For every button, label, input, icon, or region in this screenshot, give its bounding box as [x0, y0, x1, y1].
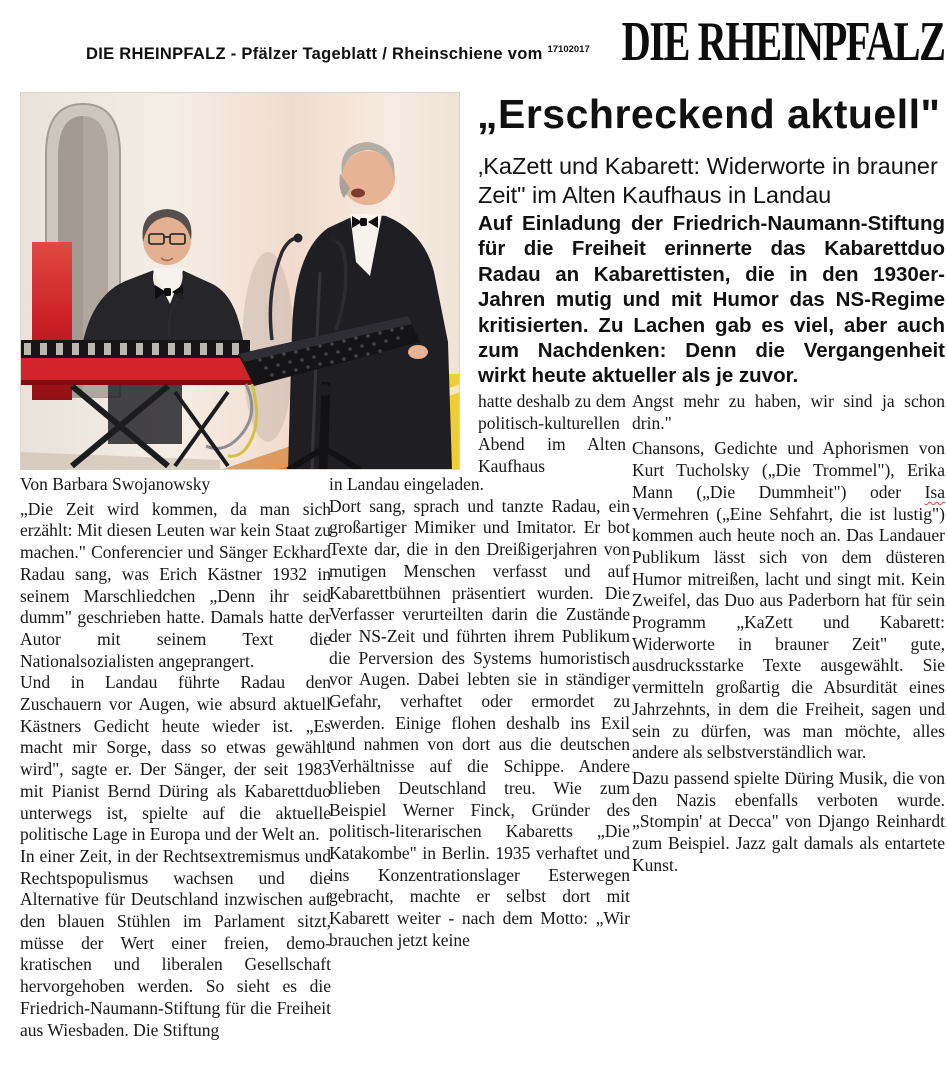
article-lead: Auf Einladung der Friedrich-Naumann-Stiftung für die Freiheit erinnerte das Kabarettduo Radau an Kabarettisten, die in den 1930er-Jahren mutig und mit Humor das NS-Regime kritisierten. Zu Lachen gab es viel, aber auch zum Nachdenken: Denn die Vergangenheit wirkt heute aktueller als je zuvor.	[478, 212, 945, 388]
right-column-para-1: Angst mehr zu haben, wir sind ja schon drin."	[632, 391, 945, 433]
source-line	[86, 44, 646, 64]
wrap-column	[478, 391, 626, 478]
middle-column	[329, 474, 630, 951]
article-subhead: ‚KaZett und Kabarett: Widerworte in brauner Zeit" im Alten Kaufhaus in Landau	[478, 153, 938, 208]
left-column-para-1: „Die Zeit wird kommen, da man sich erzählt: Mit diesen Leuten war kein Staat zu machen." Conferencier und Sänger Eckhard Radau sang, was Erich Kästner 1932 in seinem Marschliedchen „Denn ihr seid dumm" geschrieben hatte. Damals hatte der Autor mit seinem Text die Nationalsozialisten angeprangert.	[20, 498, 331, 671]
middle-column-continuation: in Landau eingeladen.	[329, 474, 485, 494]
right-column-para-2	[632, 438, 945, 764]
keyboard	[20, 340, 254, 385]
source-date: 17102017	[547, 44, 590, 55]
article-photo	[20, 92, 460, 470]
right-para2-after: Vermehren („Eine Sehfahrt, die ist lustig") kommen auch heute noch an. Das Landauer Publikum lässt sich von dem düsteren Humor mitreißen, lacht und singt mit. Kein Zweifel, das Duo aus Paderborn hat für sein Programm „KaZett und Kabarett: Widerworte in brauner Zeit" gute, ausdrucksstarke Texte ausgewählt. Sie vermitteln großartig die Absurdität eines Jahrzehnts, in dem die Freiheit, sagen und sein zu dürfen, was man möchte, alles andere als selbstverständlich war.	[632, 503, 945, 763]
right-para2-before: Chansons, Gedichte und Aphorismen von Kurt Tucholsky („Die Trommel"), Erika Mann („Die Dummheit") oder	[632, 438, 945, 502]
mic-capsule-right	[329, 235, 338, 244]
source-line-text: DIE RHEINPFALZ - Pfälzer Tageblatt / Rheinschiene vom	[86, 45, 543, 63]
keyboard-mic-capsule	[177, 293, 183, 299]
stage-photo-illustration	[20, 92, 460, 470]
article-headline: „Erschreckend aktuell"	[477, 91, 941, 137]
byline: Von Barbara Swojanowsky	[20, 474, 211, 494]
spellcheck-underlined-word: Isa	[924, 481, 945, 502]
masthead-logo: DIE RHEINPFALZ	[622, 11, 945, 73]
left-column-para-2: Und in Landau führte Radau den Zuschauern vor Augen, wie absurd aktuell Kästners Gedicht heute wieder ist. „Es macht mir Sorge, dass so etwas gewählt wird", sagte er. Der Sänger, der seit 1983 mit Pianist Bernd Düring als Kabarettduo unterwegs ist, spielte auf die aktuelle politische Lage in Europa und der Welt an.	[20, 672, 331, 845]
middle-column-para-1: Dort sang, sprach und tanzte Radau, ein großartiger Mimiker und Imitator. Er bot Texte dar, die in den Dreißigerjahren von mutigen Menschen verfasst und auf Kabarettbühnen präsentiert wurden. Die Verfasser verurteilten darin die Zustände der NS-Zeit und führten ihrem Publikum die Perversion des Systems humoristisch vor Augen. Dabei lebten sie in ständiger Gefahr, verhaftet oder ermordet zu werden. Einige flohen deshalb ins Exil und nahmen von dort aus die deutschen Verhältnisse auf die Schippe. Andere blieben Deutschland treu. Wie zum Beispiel Werner Finck, Gründer des politisch-literarischen Kabaretts „Die Katakombe" in Berlin. 1935 verhaftet und ins Konzentrationslager Esterwegen gebracht, machte er selbst dort mit Kabarett weiter - nach dem Motto: „Wir brauchen jetzt keine	[329, 495, 630, 950]
right-column-para-3: Dazu passend spielte Düring Musik, die von den Nazis ebenfalls verboten wurde. „Stompin' at Decca" von Django Reinhardt zum Beispiel. Jazz galt damals als entartete Kunst.	[632, 767, 945, 875]
left-column	[20, 474, 331, 1041]
right-column	[632, 391, 945, 876]
mic-capsule-left	[294, 234, 303, 243]
wrap-column-fragment: hatte deshalb zu dem politisch-kulturellen Abend im Alten Kaufhaus	[478, 391, 626, 477]
left-column-para-3: In einer Zeit, in der Rechtsextremismus und Rechtspopulismus wachsen und die Alternative für Deutschland inzwischen auf den blauen Stühlen im Parlament sitzt, müsse der Wert einer freien, demokratischen und liberalen Gesellschaft hervorgehoben werden. So sieht es die Friedrich-Naumann-Stiftung für die Freiheit aus Wiesbaden. Die Stiftung	[20, 845, 331, 1040]
